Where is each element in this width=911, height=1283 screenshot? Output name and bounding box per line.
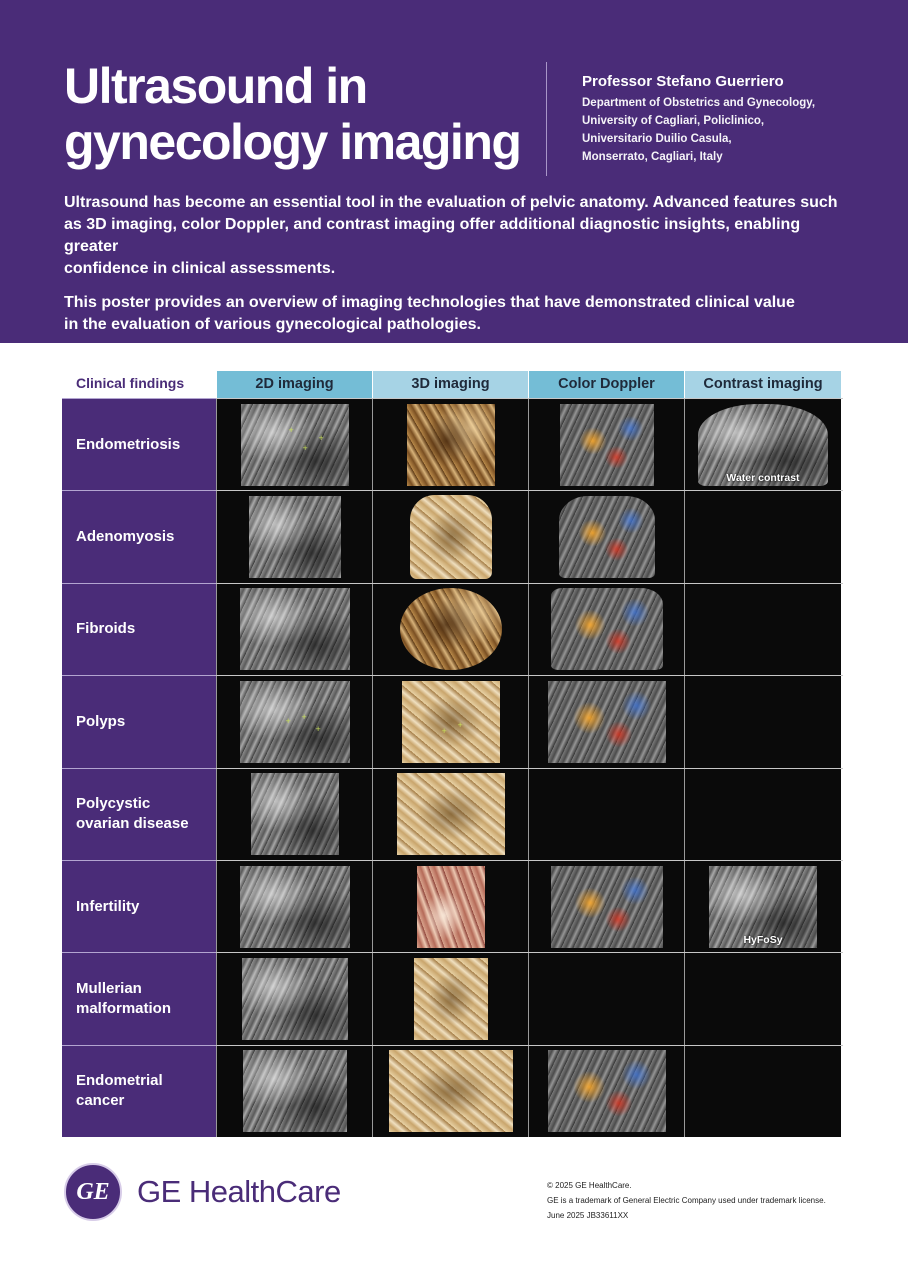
color-doppler-image xyxy=(551,866,663,948)
caliper-marker-icon: + xyxy=(318,432,324,443)
row-label-text: malformation xyxy=(76,1000,172,1018)
ultrasound-3d-image xyxy=(417,866,485,948)
ultrasound-2d-image xyxy=(249,496,341,578)
image-caption: HyFoSy xyxy=(743,933,783,946)
caliper-marker-icon: + xyxy=(288,424,294,435)
cell-contrast-empty xyxy=(684,1046,841,1137)
cell-contrast xyxy=(684,861,841,952)
contrast-image xyxy=(698,404,828,486)
row-label xyxy=(62,860,216,952)
cell-3d xyxy=(372,399,528,490)
row-label xyxy=(62,675,216,767)
caliper-marker-icon: + xyxy=(301,711,307,722)
author-block xyxy=(582,72,815,166)
vertical-divider xyxy=(546,62,547,176)
cell-doppler xyxy=(528,861,684,952)
copyright-line: © 2025 GE HealthCare. xyxy=(547,1181,632,1190)
cell-doppler xyxy=(528,676,684,767)
cell-doppler xyxy=(528,1046,684,1137)
affiliation-line: Department of Obstetrics and Gynecology, xyxy=(582,97,816,109)
table-row-endometriosis xyxy=(62,398,843,490)
cell-2d xyxy=(216,584,372,675)
header-color-doppler: Color Doppler xyxy=(528,371,684,398)
cell-2d xyxy=(216,861,372,952)
affiliation-line: University of Cagliari, Policlinico, xyxy=(582,115,765,127)
color-doppler-image xyxy=(551,588,663,670)
trademark-line: GE is a trademark of General Electric Company used under trademark license. xyxy=(547,1196,826,1205)
table-row-adenomyosis xyxy=(62,490,843,582)
ultrasound-3d-image xyxy=(389,1050,513,1132)
row-label-text: ovarian disease xyxy=(76,815,189,833)
title-line-1: Ultrasound in xyxy=(64,58,367,114)
caliper-marker-icon: + xyxy=(302,442,308,453)
color-doppler-image xyxy=(560,404,654,486)
image-caption: Water contrast xyxy=(726,471,800,484)
row-label-text: cancer xyxy=(76,1092,125,1110)
cell-contrast-empty xyxy=(684,953,841,1044)
header-clinical-findings: Clinical findings xyxy=(62,371,216,398)
ultrasound-3d-image xyxy=(402,681,500,763)
ultrasound-3d-image xyxy=(414,958,488,1040)
cell-3d xyxy=(372,676,528,767)
intro-line: in the evaluation of various gynecological pathologies. xyxy=(64,316,481,333)
intro-line: Ultrasound has become an essential tool in the evaluation of pelvic anatomy. Advanced features such xyxy=(64,194,838,211)
cell-doppler xyxy=(528,584,684,675)
header-2d-imaging: 2D imaging xyxy=(216,371,372,398)
row-label xyxy=(62,490,216,582)
cell-3d xyxy=(372,1046,528,1137)
header-3d-imaging: 3D imaging xyxy=(372,371,528,398)
intro-paragraph-1 xyxy=(64,192,844,280)
intro-line: This poster provides an overview of imaging technologies that have demonstrated clinical value xyxy=(64,294,795,311)
affiliation-line: Universitario Duilio Casula, xyxy=(582,133,732,145)
ultrasound-2d-image xyxy=(251,773,339,855)
ultrasound-2d-image xyxy=(240,866,350,948)
cell-2d xyxy=(216,769,372,860)
table-row-polyps xyxy=(62,675,843,767)
cell-doppler xyxy=(528,491,684,582)
ultrasound-2d-image xyxy=(242,958,348,1040)
findings-table xyxy=(62,371,843,1137)
ultrasound-3d-image xyxy=(400,588,502,670)
table-row-fibroids xyxy=(62,583,843,675)
row-label xyxy=(62,952,216,1044)
cell-doppler-empty xyxy=(528,953,684,1044)
cell-3d xyxy=(372,861,528,952)
color-doppler-image xyxy=(559,496,655,578)
cell-3d xyxy=(372,491,528,582)
row-label-text: Polycystic xyxy=(76,795,151,813)
cell-contrast xyxy=(684,399,841,490)
row-label-text: Mullerian xyxy=(76,980,142,998)
intro-paragraph-2 xyxy=(64,292,844,336)
cell-doppler-empty xyxy=(528,769,684,860)
table-row-infertility xyxy=(62,860,843,952)
author-name: Professor Stefano Guerriero xyxy=(582,73,784,90)
title-line-2: gynecology imaging xyxy=(64,114,521,170)
affiliation-line: Monserrato, Cagliari, Italy xyxy=(582,151,723,163)
intro-line: as 3D imaging, color Doppler, and contrast imaging offer additional diagnostic insights, enabling greater xyxy=(64,216,801,255)
cell-2d xyxy=(216,399,372,490)
table-row-polycystic-ovarian-disease xyxy=(62,768,843,860)
ultrasound-2d-image xyxy=(240,588,350,670)
intro-line: confidence in clinical assessments. xyxy=(64,260,336,277)
row-label-text: Infertility xyxy=(76,897,140,915)
cell-2d xyxy=(216,491,372,582)
brand-name: GE HealthCare xyxy=(137,1174,341,1209)
caliper-marker-icon: + xyxy=(285,715,291,726)
row-label xyxy=(62,583,216,675)
cell-3d xyxy=(372,953,528,1044)
cell-2d xyxy=(216,953,372,1044)
ultrasound-3d-image xyxy=(397,773,505,855)
cell-contrast-empty xyxy=(684,491,841,582)
ultrasound-2d-image xyxy=(241,404,349,486)
row-label-text: Fibroids xyxy=(76,620,136,638)
cell-contrast-empty xyxy=(684,584,841,675)
row-label-text: Adenomyosis xyxy=(76,528,175,546)
row-label-text: Polyps xyxy=(76,712,126,730)
cell-3d xyxy=(372,584,528,675)
ge-monogram-logo-icon: GE xyxy=(64,1163,122,1221)
cell-2d xyxy=(216,1046,372,1137)
intro-text xyxy=(64,192,844,348)
color-doppler-image xyxy=(548,1050,666,1132)
cell-contrast-empty xyxy=(684,676,841,767)
ultrasound-3d-image xyxy=(410,495,492,579)
color-doppler-image xyxy=(548,681,666,763)
row-label-text: Endometrial xyxy=(76,1072,163,1090)
caliper-marker-icon: + xyxy=(315,723,321,734)
hero-header xyxy=(0,0,908,343)
ultrasound-2d-image xyxy=(243,1050,347,1132)
cell-3d xyxy=(372,769,528,860)
row-label xyxy=(62,768,216,860)
ultrasound-3d-image xyxy=(407,404,495,486)
table-header-row xyxy=(62,371,843,398)
cell-doppler xyxy=(528,399,684,490)
row-label-text: Endometriosis xyxy=(76,435,181,453)
row-label xyxy=(62,1045,216,1137)
cell-2d xyxy=(216,676,372,767)
caliper-marker-icon: + xyxy=(457,719,463,730)
document-id-line: June 2025 JB33611XX xyxy=(547,1211,629,1220)
table-row-endometrial-cancer xyxy=(62,1045,843,1137)
cell-contrast-empty xyxy=(684,769,841,860)
table-row-mullerian-malformation xyxy=(62,952,843,1044)
contrast-image xyxy=(709,866,817,948)
page-title xyxy=(64,58,520,170)
header-contrast-imaging: Contrast imaging xyxy=(684,371,841,398)
caliper-marker-icon: + xyxy=(441,725,447,736)
ultrasound-2d-image xyxy=(240,681,350,763)
row-label xyxy=(62,398,216,490)
legal-notice xyxy=(547,1178,826,1223)
